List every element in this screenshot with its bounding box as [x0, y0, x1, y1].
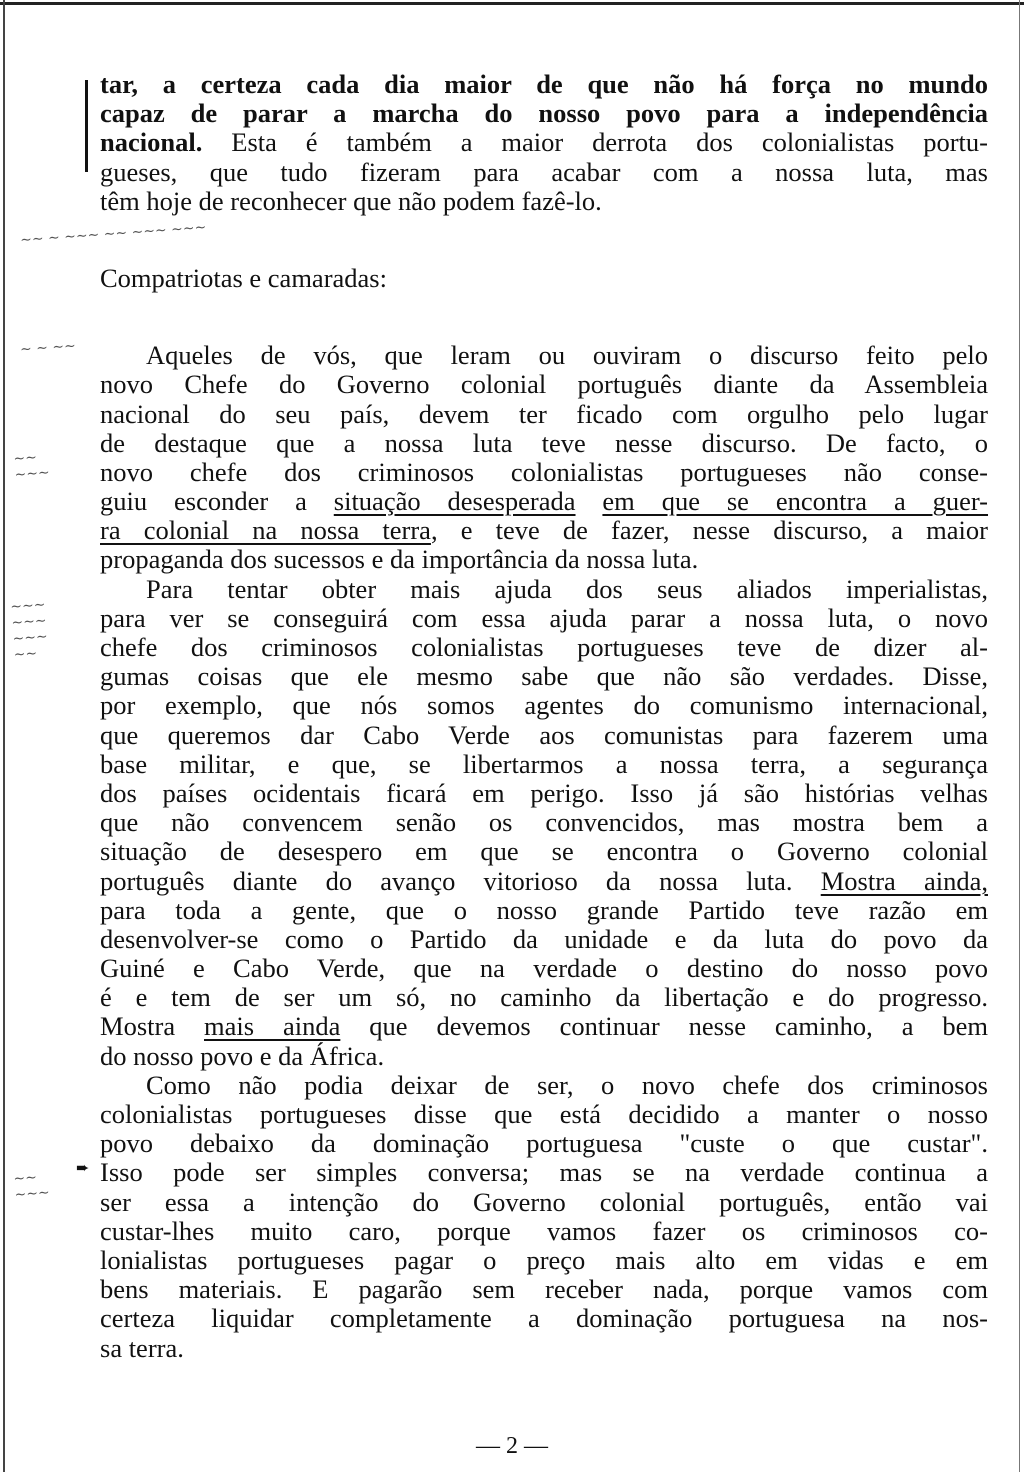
text-line: sa terra. — [100, 1332, 184, 1363]
text-span: Esta é também a maior derrota dos colonialistas portu- — [231, 127, 988, 158]
text-line: que não convencem senão os convencidos, mas mostra bem a — [100, 807, 988, 838]
text-span: guiu esconder a — [100, 486, 334, 517]
text-line: colonialistas portugueses disse que está decidido a manter o nosso — [100, 1099, 988, 1129]
text-span: português diante do avanço vitorioso da nossa luta. — [100, 865, 821, 896]
text-span: Mostra — [100, 1011, 204, 1042]
text-line: desenvolver-se como o Partido da unidade e da luta do povo da — [100, 923, 988, 954]
underlined-text: em que se encontra a guer- — [602, 486, 989, 517]
text-line: bens materiais. E pagarão sem receber nada, porque vamos com — [100, 1274, 988, 1305]
text-line: de destaque que a nossa luta teve nesse discurso. De facto, o — [100, 427, 988, 458]
text-line: que queremos dar Cabo Verde aos comunistas para fazerem uma — [100, 719, 988, 750]
text-line: propaganda dos sucessos e da importância da nossa luta. — [100, 544, 699, 575]
text-line: ser essa a intenção do Governo colonial português, então vai — [100, 1186, 988, 1217]
text-line: para toda a gente, que o nosso grande Partido teve razão em — [100, 894, 988, 925]
text-span — [576, 486, 603, 516]
text-line: capaz de parar a marcha do nosso povo para a independência — [100, 98, 988, 129]
spacer — [100, 216, 988, 264]
text-line: gumas coisas que ele mesmo sabe que não são verdades. Disse, — [100, 661, 988, 692]
document-body — [100, 70, 988, 1363]
text-line: base militar, e que, se libertarmos a nossa terra, a segurança — [100, 748, 988, 779]
underlined-text: situação desesperada — [333, 486, 576, 517]
text-line: por exemplo, que nós somos agentes do comunismo internacional, — [100, 690, 988, 721]
text-line: Isso pode ser simples conversa; mas se na verdade continua a — [100, 1157, 988, 1188]
underlined-text: Mostra ainda, — [820, 865, 988, 896]
text-line: novo chefe dos criminosos colonialistas portugueses não conse- — [100, 456, 988, 487]
text-line: Como não podia deixar de ser, o novo chefe dos criminosos — [146, 1069, 988, 1100]
text-line: situação de desespero em que se encontra o Governo colonial — [100, 836, 988, 867]
text-line: gueses, que tudo fizeram para acabar com a nossa luta, mas — [100, 156, 988, 187]
text-line: Guiné e Cabo Verde, que na verdade o destino do nosso povo — [100, 953, 988, 984]
text-line — [100, 487, 988, 516]
text-line: chefe dos criminosos colonialistas portugueses teve de dizer al- — [100, 632, 988, 662]
page-left-edge — [3, 0, 5, 1472]
handwritten-annotation: ~~~ ~~~ ~~~ ~~ — [9, 596, 49, 664]
underlined-text: ra colonial na nossa terra — [100, 515, 431, 546]
text-line: nacional do seu país, devem ter ficado com orgulho pelo lugar — [100, 398, 988, 429]
text-line: custar-lhes muito caro, porque vamos fazer os criminosos co- — [100, 1215, 988, 1246]
text-line — [100, 1012, 988, 1041]
text-line: é e tem de ser um só, no caminho da libertação e do progresso. — [100, 982, 988, 1013]
text-span: nacional. — [100, 127, 203, 158]
text-line: têm hoje de reconhecer que não podem fazê-lo. — [100, 185, 602, 216]
text-line — [100, 867, 988, 896]
handwritten-annotation: ~~ ~~~ — [12, 1169, 51, 1204]
page-number: — 2 — — [476, 1433, 548, 1459]
text-line: certeza liquidar completamente a dominação portuguesa na nos- — [100, 1303, 988, 1334]
page-right-edge — [1019, 0, 1020, 1472]
text-span: que devemos continuar nesse caminho, a bem — [340, 1011, 988, 1042]
text-line: dos países ocidentais ficará em perigo. Isso já são histórias velhas — [100, 777, 988, 808]
text-line: lonialistas portugueses pagar o preço mais alto em vidas e em — [100, 1244, 988, 1275]
text-span: , e teve de fazer, nesse discurso, a maior — [430, 515, 988, 546]
handwritten-annotation: ~~ ~~~ — [12, 449, 51, 484]
margin-arrow-mark: ➨ — [76, 1160, 90, 1177]
page-top-edge — [0, 2, 1024, 5]
text-line — [100, 516, 988, 545]
margin-bracket-mark — [85, 80, 88, 172]
text-line: Aqueles de vós, que leram ou ouviram o discurso feito pelo — [146, 340, 988, 371]
text-line — [100, 128, 988, 157]
text-line: povo debaixo da dominação portuguesa "custe o que custar". — [100, 1128, 988, 1159]
salutation: Compatriotas e camaradas: — [100, 262, 387, 293]
text-line: tar, a certeza cada dia maior de que não há força no mundo — [100, 69, 988, 99]
text-line: para ver se conseguirá com essa ajuda parar a nossa luta, o novo — [100, 602, 988, 633]
text-line: Para tentar obter mais ajuda dos seus aliados imperialistas, — [146, 573, 988, 604]
underlined-text: mais ainda — [204, 1011, 341, 1042]
handwritten-annotation: ~ ~ ~~ — [19, 338, 77, 358]
text-line: novo Chefe do Governo colonial português diante da Assembleia — [100, 369, 988, 400]
text-line: do nosso povo e da África. — [100, 1040, 385, 1071]
handwritten-annotation: ~~ ~ ~~~ ~~ ~~~ ~~~ — [19, 219, 207, 249]
spacer — [100, 293, 988, 341]
